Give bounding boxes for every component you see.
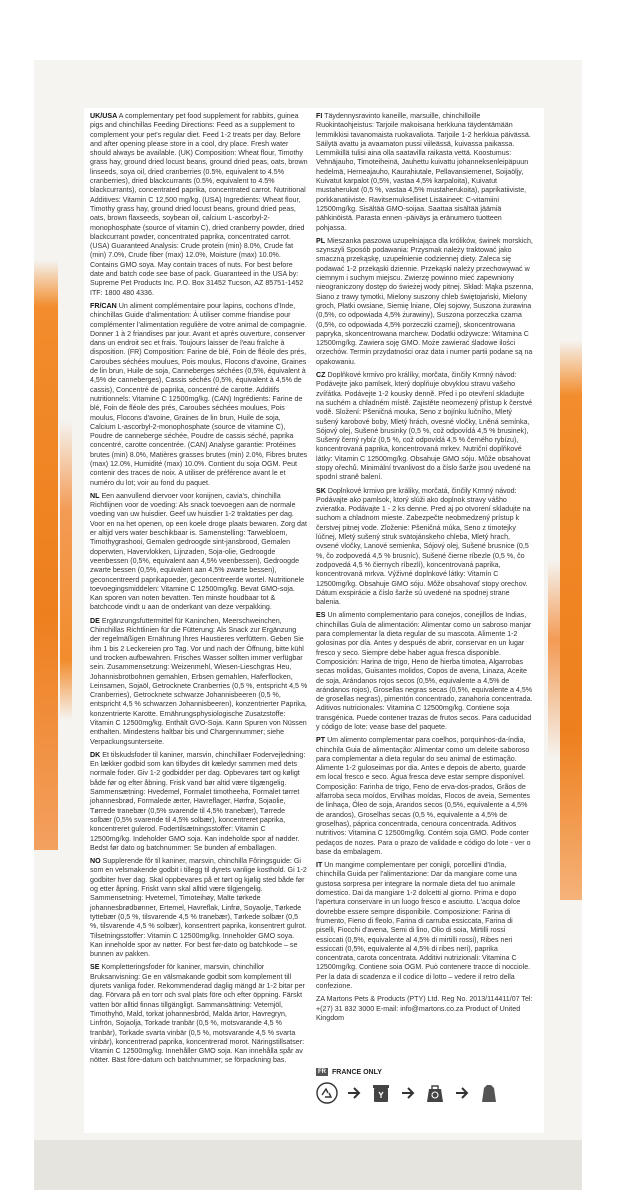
lang-block-no: NO Supplerende fôr til kaniner, marsvin, chinchilla Fôringsguide: Gi som en velsmakende godbit i tillegg til dyrets vanlige kosthold. Gi 1-2 godbiter hver dag. Skal oppbevares på et tørt og kjølig sted både før og etter åpning. Friskt vann skal alltid være tilgjengelig. Sammensetning: Hvetemel, Timoteihøy, Malte tørkede johannesbrødbønner, Ertemel, Havreflak, Linfrø, Soyaolje, Tørkede tyttebær (0,5 %, tilsvarende 4,5 % tranebær), Tørkede solbær (0,5 %, tilsvarende 4,5 % solbær), konsentrert paprika, konsentrert gulrot. Tilsetningsstoffer: Vitamin C 12500mg/kg. Inneholder GMO soya. Kan inneholde spor av nøtter. For best før-dato og batchkode – se bunnen av pakken.: [90, 857, 307, 959]
fr-badge: FR: [318, 1069, 326, 1075]
orange-stripe-right: [560, 340, 582, 900]
lang-block-uk: UK/USA A complementary pet food supplement for rabbits, guinea pigs and chinchillas Feeding Directions: Feed as a supplement to complement your pet's regular diet. Feed 1-2 treats per day. Before and after opening please store in a cool, dry place. Fresh water should always be available. (UK) Composition: Wheat flour, Timothy grass hay, ground dried locust beans, ground dried peas, oats, brown linseeds, soya oil, dried cranberries (0.5%, equivalent to 4.5% cranberries), dried blackcurrants (0.5%, equivalent to 4.5% blackcurrants), concentrated paprika, concentrated carrot. Nutritional Additives: Vitamin C 12,500 mg/kg. (USA) Ingredients: Wheat flour, Timothy grass hay, ground dried locust beans, ground dried peas, oats, brown flaxseeds, soybean oil, calcium L-ascorbyl-2-monophosphate (source of vitamin C), dried cranberry powder, dried blackcurrant powder, concentrated paprika, concentrated carrot. (USA) Guaranteed Analysis: Crude protein (min) 8.0%, Crude fat (min) 7.0%, Crude fiber (max) 12.0%, Moisture (max) 10.0%. Contains GMO soya. May contain traces of nuts. For best before date and batch code see base of pack. Guaranteed in the USA by: Supreme Pet Products Inc. P.O. Box 31452 Tucson, AZ 85751-1452 ITF: 1800 480 4336.: [90, 112, 308, 297]
france-only-line: [316, 1066, 382, 1078]
lang-block-pt: PT Um alimento complementar para coelhos, porquinhos-da-índia, chinchila Guia de alimentação: Alimentar como um deleite saboroso para complementar a dieta regular do seu animal de estimação. Alimente 1-2 guloseimas por dia. Antes e depois de aberto, guarde em local fresco e seco. Água fresca deve estar sempre disponível. Composição: Farinha de trigo, Feno de erva-dos-prados, Grãos de alfarroba seca moídos, Ervilhas moídas, Flocos de aveia, Sementes de linhaça, Óleo de soja, Arandos secos (0,5%, equivalente a 4,5% de arandos), Groselhas secas (0,5 %, equivalente a 4,5% de groselhas), páprica concentrada, cenoura concentrada. Aditivos nutritivos: Vitamina C 12500mg/kg. Contém soja GMO. Pode conter pedaços de nozes. Para o prazo de validade e código do lote - ver o base da embalagem.: [316, 736, 531, 856]
lang-block-cz: CZ Doplňkové krmivo pro králíky, morčata, činčily Krmný návod: Podávejte jako pamlsek, který doplňuje obvyklou stravu vašeho zvířátka. Podávejte 1-2 kousky denně. Před i po otevření skladujte na suchém a chladném místě. Zajistěte neomezený přístup k čerstvé vodě. Složení: Pšeničná mouka, Seno z bojínku lučního, Mletý sušený karobové boby, Mletý hrách, ovesné vločky, Lněná semínka, Sójový olej, Sušené brusinky (0,5 %, což odpovídá 4,5 % brusinek), Sušený černý rybíz (0,5 %, což odpovídá 4,5 % černého rybízu), koncentrovaná paprika, koncentrovaná mrkev. Nutriční doplňkové látky: Vitamin C 12500mg/kg. Obsahuje GMO sóju. Může obsahovat stopy ořechů. Minimální trvanlivost do a číslo šarže jsou uvedené na spodní straně balení.: [316, 371, 533, 482]
lang-block-de: DE Ergänzungsfuttermittel für Kaninchen, Meerschweinchen, Chinchillas Richtlinien für die Fütterung: Als Snack zur Ergänzung der regelmäßigen Ernährung Ihres Haustieres verfüttern. Geben Sie ihm 1 bis 2 Leckereien pro Tag. Vor und nach der Öffnung, bitte kühl und trocken aufbewahren. Frisches Wasser sollten immer verfügbar sein. Zusammensetzung: Weizenmehl, Wiesen-Lieschgras Heu, Johannisbrotbohnen gemahlen, Erbsen gemahlen, Haferflocken, Leinsamen, Sojaöl, Getrocknete Cranberries (0,5 %, entspricht 4,5 % Cranberries), Getrocknete schwarze Johannisbeeren (0,5 %, entspricht 4,5 % schwarzen Johannisbeeren), konzentrierter Paprika, konzentrierte Karotte. Ernährungsphysiologische Zusatzstoffe: Vitamin C 12500mg/kg. Enthält GVO-Soja. Kann Spuren von Nüssen enthalten. Mindestens haltbar bis und Chargennummer; siehe Verpackungsunterseite.: [90, 616, 308, 746]
arrow-icon: [346, 1084, 362, 1102]
recycling-icons: [316, 1082, 500, 1104]
lang-block-se: SE Kompletteringsfoder för kaniner, marsvin, chinchillor Bruksanvisning: Ge en välsmakande godbit som komplement till djurets vanliga foder. Rekommenderad daglig mängd är 1-2 bitar per dag. Förvara på en torr och sval plats före och efter öppning. Färskt vatten bör alltid finnas tillgängligt. Sammansättning: Vetemjöl, Timothyhö, Mald, torkat johannesbröd, Malda ärtor, Havregryn, Linfrön, Sojaolja, Torkade tranbär (0,5 %, motsvarande 4,5 % tranbär), Torkade svarta vinbär (0,5 %, motsvarande 4,5 % svarta vinbär), koncentrerad paprika, koncentrerad morot. Näringstillsatser: Vitamin C 12500mg/kg. Innehåller GMO soja. Kan innehålla spår av nötter. Bäst före-datum och batchnummer; se förpackning bas.: [90, 963, 305, 1065]
pack-bottom-fold: [34, 1140, 582, 1190]
lang-block-it: IT Un mangime complementare per conigli, porcellini d'India, chinchilla Guida per l'alimentazione: Dar da mangiare come una gustosa sorpresa per integrare la normale dieta del tuo animale domestico. Dai da mangiare 1-2 dolcetti al giorno. Prima e dopo l'apertura conservare in un luogo fresco e asciutto. L'acqua dolce dovrebbe essere sempre disponibile. Composizione: Farina di frumento, Fieno di fleolo, Farina di carruba essiccata, Farina di piselli, Fiocchi d'avena, Semi di lino, Olio di soia, Mirtilli rossi essiccati (0,5%, equivalente al 4,5% di mirtilli rossi), Ribes neri essiccati (0,5%, equivalente al 4,5% di ribes neri), paprika concentrata, carota concentrata. Additivi nutrizionali: Vitamina C 12500mg/kg. Contiene soia OGM. Può contenere tracce di nocciole. Per la data di scadenza e il codice di lotto – vedere il retro della confezione.: [316, 861, 531, 991]
lang-block-sk: SK Doplnkové krmivo pre králiky, morčatá, činčily Krmný návod: Podávajte ako pamlsok, ktorý slúži ako doplnok stravy vášho zvieratka. Podávajte 1 - 2 ks denne. Pred aj po otvorení skladujte na suchom a chladnom mieste. Zabezpečte neobmedzený prístup k čerstvej pitnej vode. Zloženie: Pšeničná múka, Seno z timotejky lúčnej, Mletý sušený struk svätojánskeho chleba, Mletý hrach, ovsené vločky, Lanové semienka, Sójový olej, Sušené brusnice (0,5 %, čo zodpovedá 4,5 % brusníc), Sušené čierne ríbezle (0,5 %, čo zodpovedá 4,5 % čiernych ríbezlí), koncentrovaná paprika, koncentrovaná mrkva. Výživné doplnkové látky: Vitamín C 12500mg/kg. Obsahuje GMO sóju. Môže obsahovať stopy orechov. Dátum exspirácie a číslo šarže sú uvedené na spodnej strane balenia.: [316, 486, 531, 607]
france-only-title: FRANCE ONLY: [332, 1068, 382, 1076]
ingredient-label: [84, 108, 544, 1133]
lang-block-pl: PL Mieszanka paszowa uzupełniająca dla królików, świnek morskich, szynszyli Sposób podawania: Przysmak należy traktować jako smaczną przekąskę, uzupełnienie codziennej diety. Zaleca się podawać 1-2 przekąski dziennie. Przekąski należy przechowywać w ciemnym i suchym miejscu. Zwierzę powinno mieć zapewniony nieograniczony dostęp do świeżej wody pitnej. Skład: Mąka pszenna, Siano z trawy tymotki, Mielony suszony chleb świętojański, Mielony groch, Płatki owsiane, Siemię lniane, Olej sojowy, Suszona żurawina (0,5%, co odpowiada 4,5% żurawiny), Suszona porzeczka czarna (0,5%, co odpowiada 4,5% porzeczki czarnej), skoncentrowana papryka, skoncentrowana marchew. Dodatki odżywcze: Witamina C 12500mg/kg. Zawiera soję GMO. Może zawierać śladowe ilości orzechów. Termin przydatności oraz data i numer partii podane są na opakowaniu.: [316, 236, 534, 366]
lang-block-fr: FR/CAN Un aliment complémentaire pour lapins, cochons d'Inde, chinchillas Guide d'alimentation: À utiliser comme friandise pour complémenter l'alimentation regulière de votre animal de compagnie. Donner 1 à 2 friandises par jour. Avant et après ouverture, conserver dans un endroit sec et frais. Toujours laisser de l'eau fraîche à disposition. (FR) Composition: Farine de blé, Foin de fléole des prés, Caroubes séchées moulues, Pois moulus, Flocons d'avoine, Graines de lin brun, Huile de soja, Canneberges séchées (0,5%, équivalent à 4,5% de canneberges), Cassis séchés (0,5%, équivalent à 4,5% de cassis), Concentré de paprika, concentré de carotte. Additifs nutritionnels: Vitamine C 12500mg/kg. (CAN) Ingrédients: Farine de blé, Foin de fléole des prés, Caroubes séchées moulues, Pois moulus, Flocons d'avoine, Graines de lin brun, Huile de soja, Calcium L-ascorbyl-2-monophosphate (source de vitamine C), Poudre de canneberge séchée, Poudre de cassis séché, paprika concentré, carotte concentrée. (CAN) Analyse garantie: Protéines brutes (min) 8.0%, Matières grasses brutes (min) 2.0%, Fibres brutes (max) 12.0%, Humidité (max) 10.0%. Contient du soja OGM. Peut contenir des traces de noix. A utiliser de préférence avant le et numéro du lot; voir au fond du paquet.: [90, 301, 308, 487]
lang-block-es: ES Un alimento complementario para conejos, conejillos de Indias, chinchillas Guía de alimentación: Alimentar como un sabroso manjar para complementar la dieta regular de su mascota. Alimente 1-2 golosinas por día. Antes y después de abrir, conservar en un lugar fresco y seco. Siempre debe haber agua fresca disponible. Composición: Harina de trigo, Heno de hierba timotea, Algarrobas secas molidas, Guisantes molidos, Copos de avena, Linaza, Aceite de soja, Arándanos rojos secos (0,5%, equivalente a 4,5% de arándanos rojos), Grosellas negras secas (0,5%, equivalente a 4,5% de grosellas negras), pimentón concentrado, zanahoria concentrada. Aditivos nutricionales: Vitamina C 12500mg/kg. Contiene soja transgénica. Puede contener trazas de frutos secos. Para caducidad y código de lote: vease base del paquete.: [316, 611, 533, 731]
lang-block-dk: DK Et tilskudsfoder til kaniner, marsvin, chinchillaer Fodervejledning: En lækker godbid som kan tilbydes dit kæledyr sammen med dets normale foder. Giv 1-2 godbidder per dag. Opbevares tørt og køligt både før og efter åbning. Frisk vand bør altid være tilgængelig. Sammensætning: Hvedemel, Formalet timotheeha, Formalet tørret johannesbrød, Formalede ærter, Havreflager, Hørfrø, Sojaolie, Tørrede tranebær (0,5% svarende til 4,5% tranebær), Tørrede solbær (0,5% svarende til 4,5% solbær), koncentreret paprika, koncentreret gulerod. Fodertilsætningsstoffer: Vitamin C 12500mg/kg. Indeholder GMO soja. Kan indeholde spor af nødder. Bedst før dato og batchnummer: Se bunden af emballagen.: [90, 750, 306, 852]
label-left-column: [90, 112, 308, 1070]
orange-stripe-right-inner: [548, 560, 560, 760]
arrow-icon: [454, 1084, 470, 1102]
contact-info: ZA Martons Pets & Products (PTY) Ltd. Reg No. 2013/114411/07 Tel: +(27) 31 832 3000 E-mail: info@martons.co.za Product of United Kingdom: [316, 995, 533, 1022]
lang-block-nl: NL Een aanvullend diervoer voor konijnen, cavia's, chinchilla Richtlijnen voor de voeding: Als snack toevoegen aan de normale voeding van uw huisdier. Geef uw huisdier 1-2 traktaties per dag. Voor en na het openen, op een koele droge plaats bewaren. Zorg dat er altijd vers water beschikbaar is. Samenstelling: Tarwebloem, Timothygrashooi, Gemalen gedroogde sint-jansbrood, Gemalen doperwten, Havervlokken, Lijnzaden, Soja-olie, Gedroogde veenbessen (0,5%, equivalent aan 4,5% veenbessen), Gedroogde zwarte bessen (0,5%, equivalent aan 4,5% zwarte bessen), geconcentreerd paprikapoeder, geconcentreerde wortel. Nutritionele toevoegingsmiddelen: Vitamine C 12500mg/kg. Bevat GMO-soja. Kan sporen van noten bevatten. Ten minste houdbaar tot & batchcode vindt u aan de onderkant van deze verpakking.: [90, 491, 307, 612]
orange-stripe-left-inner: [60, 420, 72, 720]
recycle-bin-icon: [370, 1082, 392, 1104]
bag-icon: [478, 1082, 500, 1104]
triman-icon: [316, 1082, 338, 1104]
arrow-icon: [400, 1084, 416, 1102]
recycling-info: [316, 1066, 538, 1126]
label-right-column: [316, 112, 534, 1027]
orange-stripe-left: [34, 260, 58, 850]
recycle-bag-icon: [424, 1082, 446, 1104]
lang-block-fi: FI Täydennysravinto kaneille, marsuille, chinchilloille Ruokintaohjeistus: Tarjoile makoisana herkkuna täydentämään lemmikkisi tavanomaista ruokavaliota. Tarjoile 1-2 herkkua päivässä. Säilytä avattu ja avaamaton pussi viileässä, kuivassa paikassa. Lemmikillä tulisi aina olla saatavilla raikasta vettä. Koostumus: Vehnäjauho, Timoteiheinä, Jauhettu kuivattu johanneksenleipäpuun hedelmä, Herneajauho, Kaurahiutale, Pellavansiemenet, Soijaöljy, Kuivatut karpalot (0,5%, vastaa 4,5% karpaloita), Kuivatut mustaherukat (0,5 %, vastaa 4,5% mustaherukoita), paprikatiiviste, porkkanatiiviste. Ravitsemukselliset Lisäaineet: C-vitamiini 12500mg/kg. Sisältää GMO-soijaa. Saattaa sisältää jäämiä pähkinöistä. Parasta ennen -päiväys ja eränumero tuotteen pohjassa.: [316, 112, 531, 232]
